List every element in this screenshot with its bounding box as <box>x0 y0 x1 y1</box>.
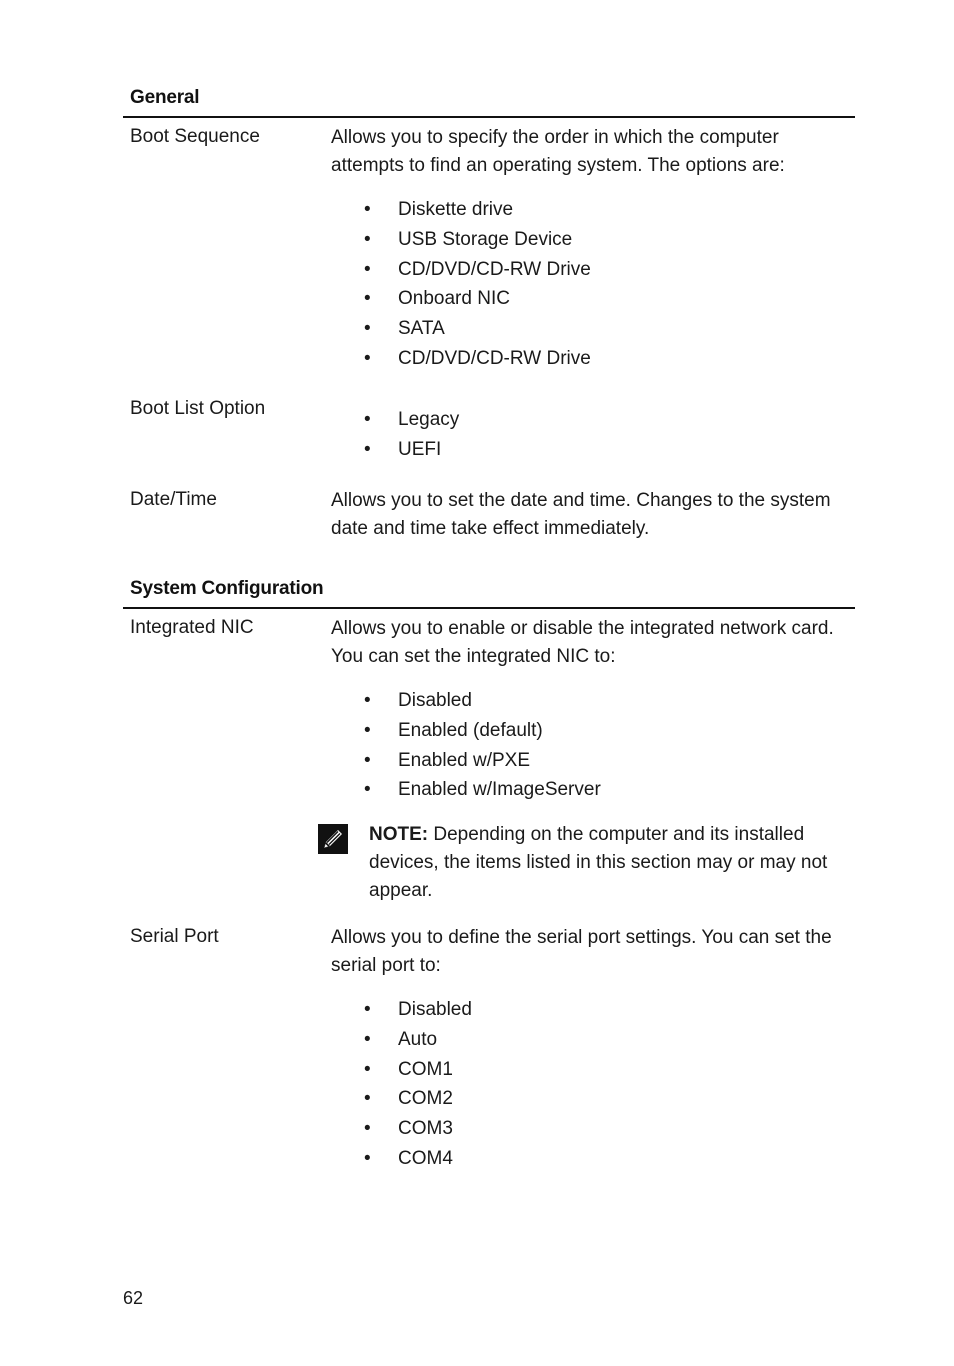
list-item: • COM2 <box>331 1084 472 1114</box>
list-item: • USB Storage Device <box>331 225 591 255</box>
boot-sequence-description: Allows you to specify the order in which the computer attempts to find an operating system. The options are: <box>331 127 785 176</box>
bullet-icon: • <box>364 1088 371 1110</box>
serial-port-options <box>331 995 472 1174</box>
bullet-icon: • <box>364 1147 371 1169</box>
pencil-note-icon <box>318 824 348 854</box>
bullet-icon: • <box>364 318 371 340</box>
list-item: • COM4 <box>331 1144 472 1174</box>
list-item: • Onboard NIC <box>331 284 591 314</box>
list-item: • COM1 <box>331 1055 472 1085</box>
boot-sequence-label: Boot Sequence <box>130 126 260 147</box>
bullet-icon: • <box>364 1118 371 1140</box>
bullet-icon: • <box>364 228 371 250</box>
list-item: • SATA <box>331 314 591 344</box>
section-heading-system-configuration: System Configuration <box>130 578 324 599</box>
date-time-label: Date/Time <box>130 489 217 510</box>
list-item: • Disabled <box>331 995 472 1025</box>
list-item: • UEFI <box>331 435 459 465</box>
bullet-icon: • <box>364 999 371 1020</box>
integrated-nic-description: Allows you to enable or disable the integrated network card. You can set the integrated NIC to: <box>331 618 834 667</box>
bullet-icon: • <box>364 438 371 460</box>
date-time-description: Allows you to set the date and time. Changes to the system date and time take effect immediately. <box>331 490 831 539</box>
list-item: • Auto <box>331 1025 472 1055</box>
bullet-icon: • <box>364 1028 371 1050</box>
boot-list-option-label: Boot List Option <box>130 398 266 419</box>
bullet-icon: • <box>364 690 371 711</box>
bullet-icon: • <box>364 1058 371 1080</box>
bullet-icon: • <box>364 347 371 369</box>
boot-sequence-options <box>331 195 591 374</box>
integrated-nic-label: Integrated NIC <box>130 617 254 638</box>
list-item: • Diskette drive <box>331 195 591 225</box>
list-item: • Enabled w/PXE <box>331 746 601 776</box>
serial-port-description: Allows you to define the serial port settings. You can set the serial port to: <box>331 927 832 976</box>
list-item: • COM3 <box>331 1114 472 1144</box>
bullet-icon: • <box>364 409 371 430</box>
section-heading-general: General <box>130 87 200 108</box>
list-item: • Enabled w/ImageServer <box>331 775 601 805</box>
list-item: • Enabled (default) <box>331 716 601 746</box>
boot-list-options <box>331 405 459 465</box>
bullet-icon: • <box>364 749 371 771</box>
section-rule-general <box>123 116 855 118</box>
list-item: • Legacy <box>331 405 459 435</box>
list-item: • CD/DVD/CD-RW Drive <box>331 344 591 374</box>
note-text <box>369 821 839 905</box>
bullet-icon: • <box>364 258 371 280</box>
section-rule-system-configuration <box>123 607 855 609</box>
list-item: • CD/DVD/CD-RW Drive <box>331 255 591 285</box>
note-label: NOTE: <box>369 824 429 845</box>
integrated-nic-options <box>331 686 601 805</box>
bullet-icon: • <box>364 199 371 220</box>
bullet-icon: • <box>364 719 371 741</box>
page-number: 62 <box>123 1288 144 1308</box>
bullet-icon: • <box>364 288 371 310</box>
serial-port-label: Serial Port <box>130 926 219 947</box>
note-body: Depending on the computer and its installed devices, the items listed in this section may or may not appear. <box>369 824 828 901</box>
bullet-icon: • <box>364 779 371 801</box>
list-item: • Disabled <box>331 686 601 716</box>
